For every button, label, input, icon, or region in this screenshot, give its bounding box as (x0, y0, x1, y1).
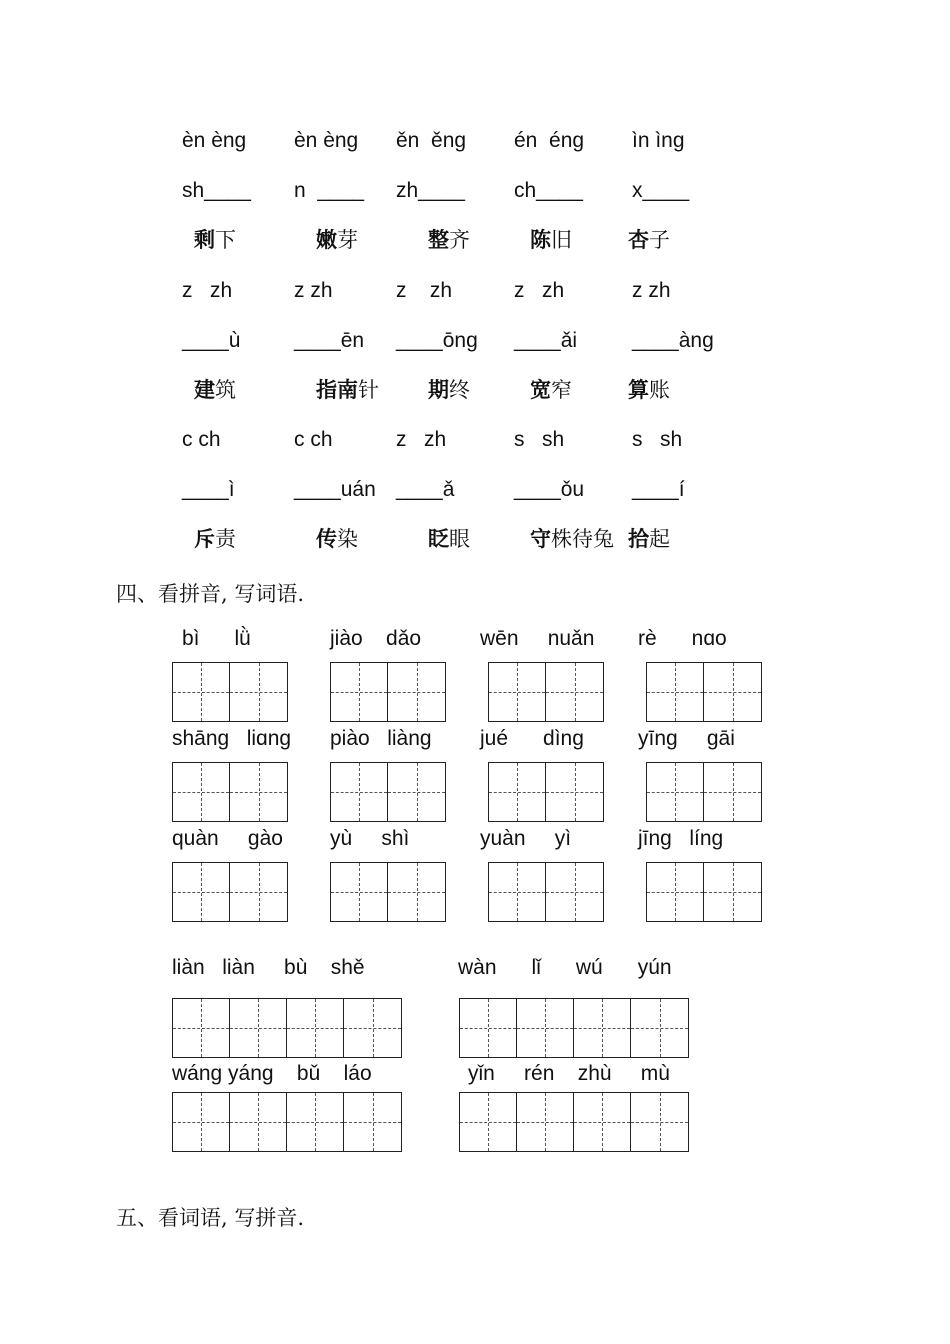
writing-grid[interactable] (172, 662, 288, 722)
writing-grid[interactable] (172, 998, 402, 1058)
character-box[interactable] (331, 663, 388, 721)
section-four-heading: 四、看拼音, 写词语. (116, 582, 305, 606)
character-box[interactable] (489, 763, 546, 821)
pinyin-option: z zh (396, 428, 447, 451)
pinyin-blank: ____ì (182, 478, 235, 501)
word-remainder: 下 (215, 228, 236, 252)
character-box[interactable] (489, 663, 546, 721)
pinyin-blank: ____àng (632, 329, 714, 352)
target-character: 指南 (316, 377, 358, 402)
pinyin-prompt: shāng liɑng (172, 727, 292, 750)
vocab-word (194, 229, 236, 251)
vocab-word (194, 528, 236, 550)
writing-grid[interactable] (172, 862, 288, 922)
vocab-word (530, 528, 614, 550)
character-box[interactable] (489, 863, 546, 921)
target-character: 传 (316, 526, 337, 551)
word-remainder: 筑 (215, 378, 236, 402)
pinyin-prompt: wáng yáng bǔ láo (172, 1062, 372, 1085)
vocab-word (428, 229, 470, 251)
character-box[interactable] (517, 1093, 574, 1151)
character-box[interactable] (230, 999, 287, 1057)
word-remainder: 责 (215, 527, 236, 551)
vocab-word (428, 528, 470, 550)
vocab-word (530, 379, 572, 401)
pinyin-prompt: wàn lǐ wú yún (458, 956, 672, 979)
vocab-word (316, 229, 358, 251)
character-box[interactable] (287, 999, 344, 1057)
word-remainder: 眼 (449, 527, 470, 551)
pinyin-prompt: piào liàng (330, 727, 432, 750)
pinyin-prompt: bì lǜ (182, 627, 251, 650)
target-character: 眨 (428, 526, 449, 551)
pinyin-prompt: liàn liàn bù shě (172, 956, 365, 979)
target-character: 宽 (530, 377, 551, 402)
target-character: 斥 (194, 526, 215, 551)
writing-grid[interactable] (646, 762, 762, 822)
character-box[interactable] (517, 999, 574, 1057)
character-box[interactable] (230, 863, 287, 921)
word-remainder: 终 (449, 378, 470, 402)
character-box[interactable] (460, 999, 517, 1057)
character-box[interactable] (344, 1093, 401, 1151)
pinyin-option: z zh (396, 279, 453, 302)
pinyin-blank: ch____ (514, 179, 583, 202)
character-box[interactable] (173, 1093, 230, 1151)
writing-grid[interactable] (488, 662, 604, 722)
pinyin-prompt: quàn gào (172, 827, 283, 850)
target-character: 嫩 (316, 227, 337, 252)
character-box[interactable] (173, 863, 230, 921)
pinyin-option: z zh (294, 279, 333, 302)
character-box[interactable] (173, 763, 230, 821)
pinyin-blank: ____ōng (396, 329, 478, 352)
pinyin-prompt: jué dìng (480, 727, 584, 750)
character-box[interactable] (647, 863, 704, 921)
pinyin-option: z zh (632, 279, 671, 302)
character-box[interactable] (647, 763, 704, 821)
vocab-word (530, 229, 572, 251)
pinyin-option: én éng (514, 129, 585, 152)
writing-grid[interactable] (459, 1092, 689, 1152)
vocab-word (316, 379, 379, 401)
character-box[interactable] (230, 1093, 287, 1151)
pinyin-option: c ch (182, 428, 221, 451)
pinyin-blank: ____uán (294, 478, 376, 501)
pinyin-prompt: yīng gāi (638, 727, 735, 750)
section-five-heading: 五、看词语, 写拼音. (116, 1206, 305, 1230)
pinyin-blank: ____ù (182, 329, 241, 352)
character-box[interactable] (388, 863, 445, 921)
character-box[interactable] (631, 1093, 688, 1151)
writing-grid[interactable] (646, 862, 762, 922)
character-box[interactable] (574, 999, 631, 1057)
writing-grid[interactable] (330, 862, 446, 922)
character-box[interactable] (230, 663, 287, 721)
character-box[interactable] (331, 863, 388, 921)
character-box[interactable] (647, 663, 704, 721)
vocab-word (628, 229, 670, 251)
target-character: 建 (194, 377, 215, 402)
character-box[interactable] (287, 1093, 344, 1151)
pinyin-option: z zh (514, 279, 565, 302)
pinyin-option: ìn ìng (632, 129, 685, 152)
pinyin-option: z zh (182, 279, 233, 302)
word-remainder: 窄 (551, 378, 572, 402)
pinyin-option: c ch (294, 428, 333, 451)
pinyin-blank: zh____ (396, 179, 465, 202)
character-box[interactable] (574, 1093, 631, 1151)
target-character: 算 (628, 377, 649, 402)
vocab-word (428, 379, 470, 401)
target-character: 陈 (530, 227, 551, 252)
target-character: 剩 (194, 227, 215, 252)
target-character: 整 (428, 227, 449, 252)
character-box[interactable] (230, 763, 287, 821)
word-remainder: 株待兔 (551, 527, 614, 551)
pinyin-blank: ____í (632, 478, 685, 501)
character-box[interactable] (546, 763, 603, 821)
pinyin-option: èn èng (294, 129, 359, 152)
pinyin-option: èn èng (182, 129, 247, 152)
pinyin-blank: x____ (632, 179, 690, 202)
pinyin-blank: ____ēn (294, 329, 365, 352)
target-character: 期 (428, 377, 449, 402)
vocab-word (628, 528, 670, 550)
word-remainder: 芽 (337, 228, 358, 252)
pinyin-blank: ____ǎ (396, 478, 455, 501)
word-remainder: 账 (649, 378, 670, 402)
word-remainder: 起 (649, 527, 670, 551)
word-remainder: 针 (358, 378, 379, 402)
writing-grid[interactable] (172, 1092, 402, 1152)
pinyin-prompt: yù shì (330, 827, 410, 850)
word-remainder: 旧 (551, 228, 572, 252)
character-box[interactable] (331, 763, 388, 821)
writing-grid[interactable] (330, 662, 446, 722)
pinyin-prompt: jīng líng (638, 827, 724, 850)
vocab-word (316, 528, 358, 550)
writing-grid[interactable] (459, 998, 689, 1058)
writing-grid[interactable] (330, 762, 446, 822)
writing-grid[interactable] (488, 762, 604, 822)
target-character: 拾 (628, 526, 649, 551)
character-box[interactable] (631, 999, 688, 1057)
character-box[interactable] (704, 663, 761, 721)
pinyin-blank: ____ǎi (514, 329, 578, 352)
pinyin-prompt: rè nɑo (638, 627, 727, 650)
character-box[interactable] (460, 1093, 517, 1151)
pinyin-blank: n ____ (294, 179, 365, 202)
writing-grid[interactable] (646, 662, 762, 722)
pinyin-prompt: yuàn yì (480, 827, 572, 850)
target-character: 杏 (628, 227, 649, 252)
word-remainder: 齐 (449, 228, 470, 252)
writing-grid[interactable] (488, 862, 604, 922)
writing-grid[interactable] (172, 762, 288, 822)
character-box[interactable] (546, 663, 603, 721)
character-box[interactable] (388, 663, 445, 721)
character-box[interactable] (173, 999, 230, 1057)
pinyin-prompt: yǐn rén zhù mù (468, 1062, 670, 1085)
word-remainder: 子 (649, 228, 670, 252)
character-box[interactable] (704, 863, 761, 921)
character-box[interactable] (173, 663, 230, 721)
pinyin-blank: ____ǒu (514, 478, 585, 501)
pinyin-option: s sh (514, 428, 565, 451)
pinyin-option: ěn ěng (396, 129, 467, 152)
vocab-word (628, 379, 670, 401)
character-box[interactable] (344, 999, 401, 1057)
vocab-word (194, 379, 236, 401)
character-box[interactable] (546, 863, 603, 921)
target-character: 守 (530, 526, 551, 551)
pinyin-option: s sh (632, 428, 683, 451)
word-remainder: 染 (337, 527, 358, 551)
pinyin-blank: sh____ (182, 179, 251, 202)
pinyin-prompt: wēn nuǎn (480, 627, 595, 650)
character-box[interactable] (704, 763, 761, 821)
pinyin-prompt: jiào dǎo (330, 627, 422, 650)
character-box[interactable] (388, 763, 445, 821)
